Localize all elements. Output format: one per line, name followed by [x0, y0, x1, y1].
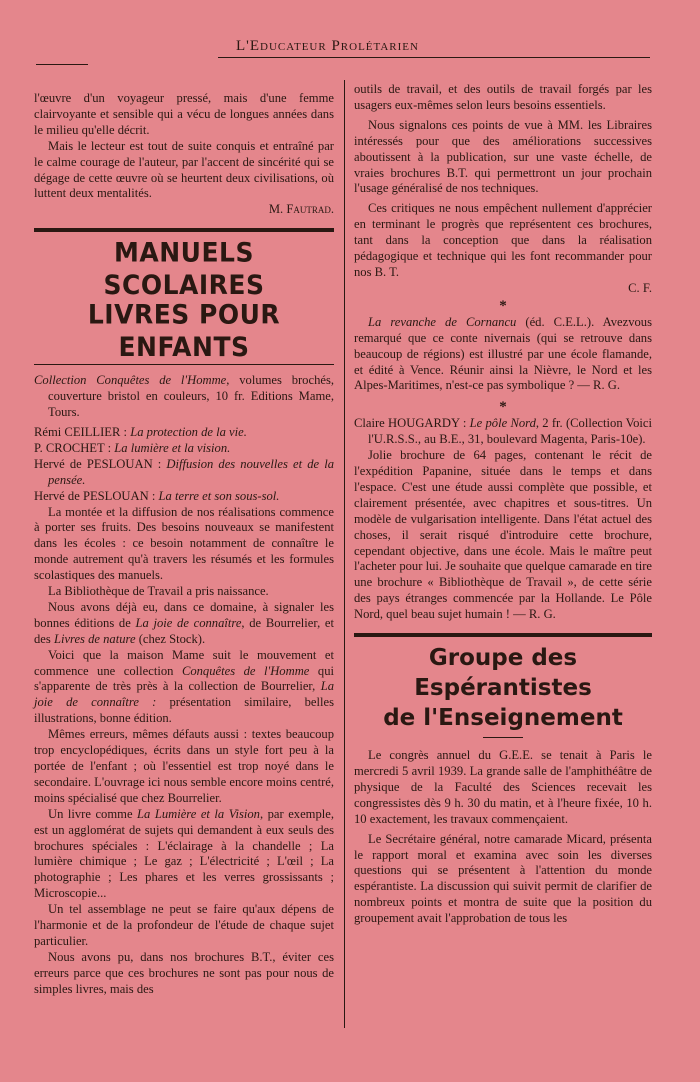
body-paragraph: Nous signalons ces points de vue à MM. les Libraires intéressés pour que des améliorations successives aboutissent à la publication, sur une vaste échelle, de vraies brochures B.T. qui permettront un jour prochain l'usage généralisé de nos techniques.: [354, 117, 652, 196]
review-paragraph: Jolie brochure de 64 pages, contenant le récit de l'expédition Papanine, située dans le temps et dans l'espace. C'est une étude aussi complète que possible, et clairement présentée, avec chapitres et sous-titres. Un modèle de vulgarisation intelligente. Dans l'état actuel des choses, il serait risqué d'introduire cette brochure, cependant objective, dans une école. Mais le maître peut l'acheter pour lui. Je souhaite que quelque camarade en tire une brochure « Bibliothèque de Travail », de cette série des pays étranges commencée par la Hollande. Le Pôle Nord, quel beau sujet humain ! — R. G.: [354, 448, 652, 622]
section-heading-line1: MANUELS SCOLAIRES: [103, 237, 265, 301]
book-author: Hervé de PESLOUAN :: [34, 456, 167, 471]
body-paragraph: Le Secrétaire général, notre camarade Micard, présenta le rapport moral et examina avec soin les diverses questions qui se présentent à l'attention du monde espérantiste. La discussion qui suivit permit de clarifier de nombreux points et montra de suite que la position du groupement avait l'approbation de tous les: [354, 831, 652, 926]
book-reference: [34, 425, 334, 441]
book-author: Hervé de PESLOUAN :: [34, 488, 159, 503]
book-title: La protection de la vie.: [130, 424, 247, 439]
review-paragraph: La revanche de Cornancu (éd. C.E.L.). Avezvous remarqué que ce conte nivernais (qui se retrouve dans beaucoup de régions) est illustré par une école flamande, et édité à Vence. Réunir ainsi la Nièvre, le Nord et les Alpes-Maritimes, n'est-ce pas symbolique ? — R. G.: [354, 314, 652, 393]
book-title: La lumière et la vision.: [114, 440, 231, 455]
section-rule-thick: [34, 228, 334, 232]
book-reference: [34, 441, 334, 457]
separator-asterisk: *: [499, 297, 507, 314]
body-paragraph: Voici que la maison Mame suit le mouvement et commence une collection Conquêtes de l'Homme qui s'apparente de très près à la collection de Bourrelier, La joie de connaître : présentation similaire, belles illustrations, bonne édition.: [34, 647, 334, 726]
left-column: [34, 91, 334, 998]
header-rule: [218, 57, 650, 58]
collection-reference: [34, 373, 334, 421]
right-column: [354, 82, 652, 927]
running-header: L'Educateur Prolétarien: [236, 38, 419, 54]
book-author: P. CROCHET :: [34, 440, 115, 455]
book-title: Le pôle Nord: [469, 416, 536, 431]
body-paragraph: Mêmes erreurs, mêmes défauts aussi : textes beaucoup trop encyclopédiques, écrits dans un style fort peu à la portée de l'enfant ; où l'essentiel est trop noyé dans le secondaire. L'ouvrage ici nous semble encore moins centré, moins spécialisé que chez Bourrelier.: [34, 727, 334, 805]
review-paragraph: Mais le lecteur est tout de suite conquis et entraîné par le calme courage de l'auteur, par l'accent de sincérité qui se dégage de cette œuvre où se heurtent deux civilisations, où luttent deux mentalités.: [34, 138, 334, 201]
column-divider: [344, 80, 345, 1028]
section-heading-line1: Groupe des Espérantistes: [414, 645, 592, 702]
review-ending-paragraph: l'œuvre d'un voyageur pressé, mais d'une femme clairvoyante et sensible qui a vécu de longues années dans le milieu qu'elle décrit.: [34, 91, 334, 137]
body-paragraph: Le congrès annuel du G.E.E. se tenait à Paris le mercredi 5 avril 1939. La grande salle de l'amphithéâtre de physique de la Faculté des Sciences recevait les congressistes dès 9 h. 30 du matin, et à l'heure fixée, 10 h. 10 exactement, les travaux commençaient.: [354, 748, 652, 826]
body-paragraph: Un tel assemblage ne peut se faire qu'aux dépens de l'harmonie et de la profondeur de l'étude de chaque sujet particulier.: [34, 902, 334, 948]
signature: M. Fautrad.: [268, 202, 334, 217]
collection-details: , volumes brochés, couverture bristol en couleurs, 10 fr. Editions Mame, Tours.: [48, 373, 335, 420]
separator-asterisk: *: [499, 399, 507, 416]
section-heading-line2: LIVRES POUR ENFANTS: [87, 299, 281, 363]
book-title: La terre et son sous-sol.: [158, 488, 280, 503]
book-title: La revanche de Cornancu: [368, 314, 517, 329]
collection-title: Collection Conquêtes de l'Homme: [34, 373, 227, 388]
book-author: Rémi CEILLIER :: [34, 424, 131, 439]
section-rule-thick: [354, 633, 652, 637]
book-reference: Claire HOUGARDY : Le pôle Nord, 2 fr. (Collection Voici l'U.R.S.S., au B.E., 31, boulevard Magenta, Paris-10e).: [354, 416, 653, 447]
body-paragraph: Nous avons déjà eu, dans ce domaine, à signaler les bonnes éditions de La joie de connaître, de Bourrelier, et des Livres de nature (chez Stock).: [34, 599, 334, 646]
book-title: Diffusion des nouvelles et de la pensée.: [48, 456, 334, 487]
body-paragraph: La Bibliothèque de Travail a pris naissance.: [48, 584, 269, 599]
left-top-rule: [36, 64, 88, 65]
heading-underline: [483, 737, 523, 738]
body-paragraph: Nous avons pu, dans nos brochures B.T., éviter ces erreurs parce que ces brochures ne sont pas pour nous de simples livres, mais des: [34, 949, 334, 996]
section-heading-line2: de l'Enseignement: [383, 705, 623, 732]
book-author: Claire HOUGARDY :: [354, 416, 470, 431]
body-paragraph: Ces critiques ne nous empêchent nullement d'apprécier en terminant le progrès que représentent ces brochures, tant dans la conception que dans la réalisation pédagogique et technique qui les font recommander pour nos B. T.: [354, 201, 652, 279]
book-reference: [34, 489, 334, 505]
book-reference: [34, 457, 334, 489]
signature: C. F.: [628, 280, 652, 295]
body-paragraph: Un livre comme La Lumière et la Vision, par exemple, est un agglomérat de sujets qui demandent à eux seuls des brochures spéciales : L'éclairage à la chandelle ; La lumière chimique ; Le gaz ; L'électricité ; L'œil ; La photographie ; Les phares et les verres grossissants ; Microscopie...: [34, 806, 334, 901]
body-paragraph: La montée et la diffusion de nos réalisations commence à porter ses fruits. Des besoins nouveaux se manifestent dans les écoles : ce besoin notamment de connaître le monde autrement qu'à travers les résumés et les formules scolastiques des manuels.: [34, 504, 334, 583]
body-paragraph: outils de travail, et des outils de travail forgés par les usagers eux-mêmes selon leurs besoins essentiels.: [354, 82, 652, 112]
section-rule-thin: [34, 364, 334, 365]
